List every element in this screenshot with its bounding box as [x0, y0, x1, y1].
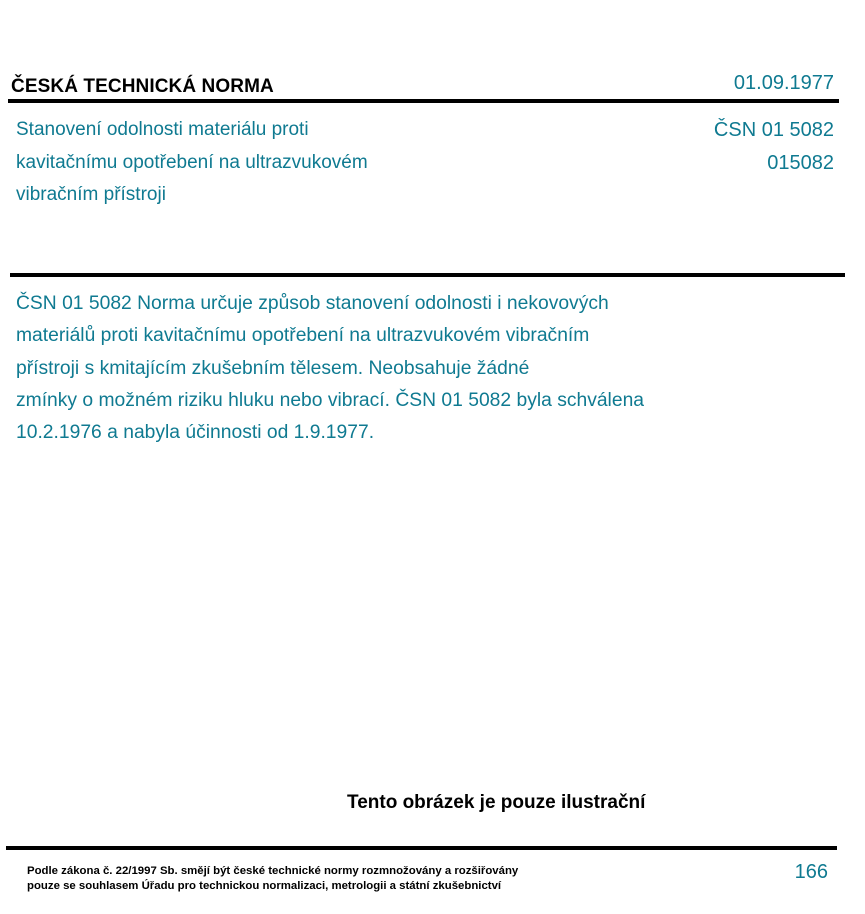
standard-title-line: kavitačnímu opotřebení na ultrazvukovém [16, 151, 368, 173]
document-heading: ČESKÁ TECHNICKÁ NORMA [11, 76, 274, 97]
abstract-line: materiálů proti kavitačnímu opotřebení na ultrazvukovém vibračním [16, 325, 590, 347]
standard-identifiers [714, 114, 834, 179]
standard-title [16, 114, 368, 212]
standard-code: ČSN 01 5082 [713, 119, 834, 141]
catalog-number: 015082 [767, 151, 834, 174]
standard-title-line: Stanovení odolnosti materiálu proti [16, 119, 309, 140]
section-divider [10, 273, 845, 277]
legal-notice-line: Podle zákona č. 22/1997 Sb. smějí být české technické normy rozmnožovány a rozšiřovány [27, 865, 519, 877]
standard-abstract [16, 288, 776, 449]
abstract-line: ČSN 01 5082 Norma určuje způsob stanovení odolnosti i nekovových [16, 293, 609, 314]
abstract-line: přístroji s kmitajícím zkušebním tělesem. Neobsahuje žádné [16, 357, 530, 379]
abstract-line: zmínky o možném riziku hluku nebo vibrací. ČSN 01 5082 byla schválena [16, 389, 645, 411]
abstract-line: 10.2.1976 a nabyla účinnosti od 1.9.1977. [16, 422, 375, 444]
header-divider [8, 99, 839, 103]
legal-notice [27, 864, 518, 894]
standard-title-line: vibračním přístroji [16, 184, 166, 205]
illustration-disclaimer: Tento obrázek je pouze ilustrační [347, 792, 646, 813]
publication-date: 01.09.1977 [733, 72, 834, 94]
footer-divider [6, 846, 837, 850]
page-number: 166 [794, 861, 828, 883]
legal-notice-line: pouze se souhlasem Úřadu pro technickou normalizaci, metrologii a státní zkušebnictví [27, 880, 502, 892]
